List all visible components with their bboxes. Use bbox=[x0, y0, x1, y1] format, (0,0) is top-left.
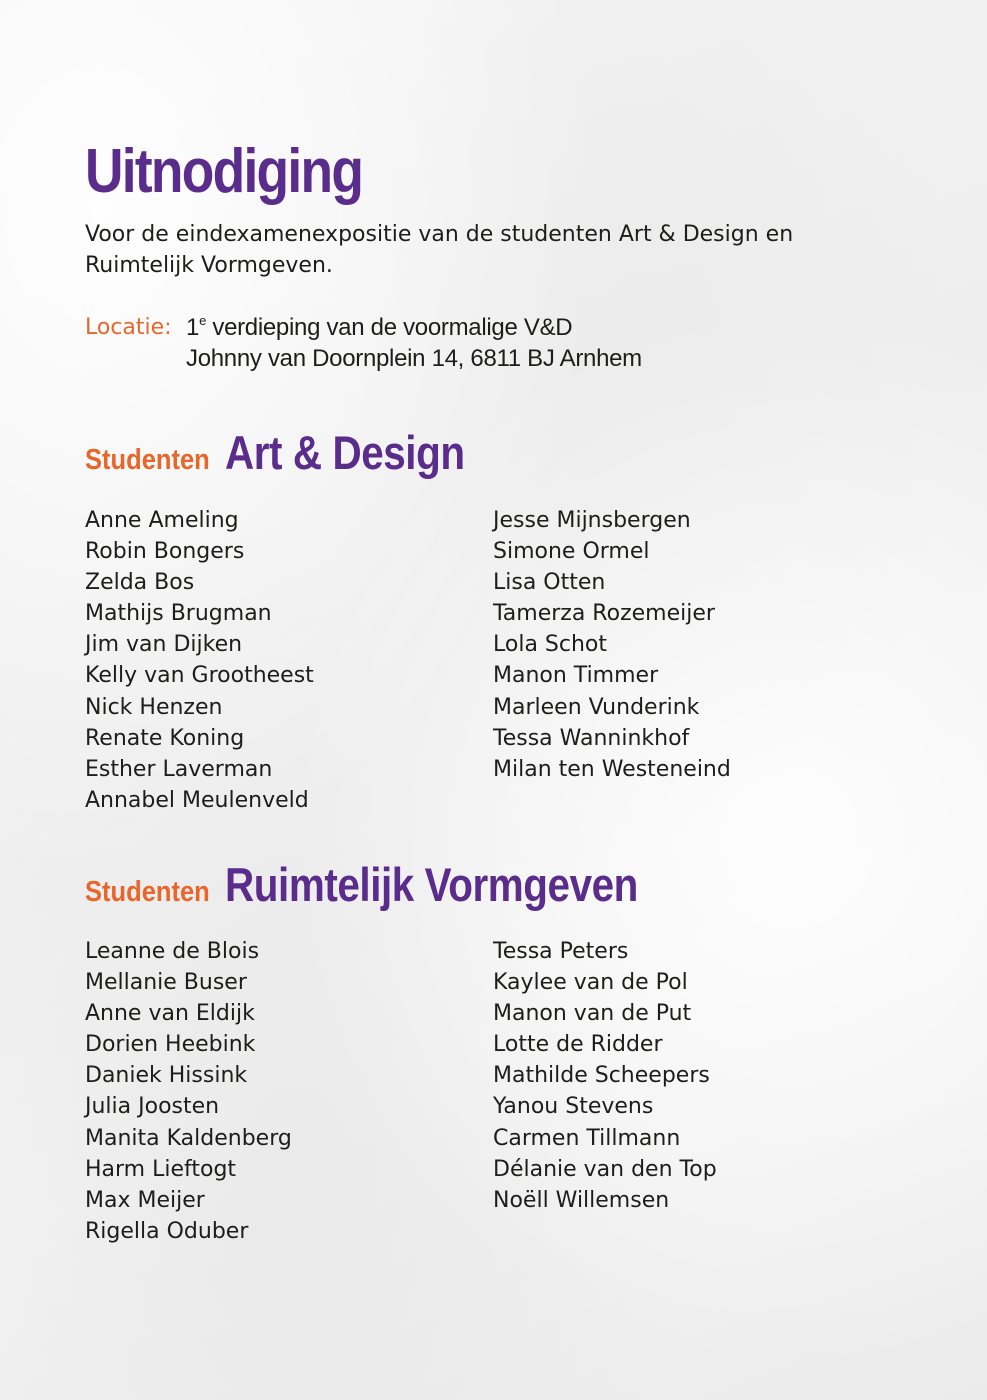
art-design-names-right bbox=[493, 505, 731, 785]
section-prefix: Studenten bbox=[85, 876, 210, 908]
section-heading-ruimtelijk-vormgeven bbox=[85, 857, 706, 912]
floor-number: 1 bbox=[186, 314, 200, 341]
section-title: Ruimtelijk Vormgeven bbox=[225, 858, 639, 911]
floor-superscript: e bbox=[199, 313, 206, 328]
student-name: Robin Bongers bbox=[85, 539, 245, 565]
student-name: Nick Henzen bbox=[85, 694, 223, 720]
student-name: Kelly van Grootheest bbox=[85, 663, 314, 689]
student-name: Lola Schot bbox=[493, 632, 608, 658]
student-name: Julia Joosten bbox=[85, 1094, 220, 1120]
section-title: Art & Design bbox=[225, 426, 466, 479]
student-name: Renate Koning bbox=[85, 725, 245, 751]
student-name: Lisa Otten bbox=[493, 570, 606, 596]
ruimtelijk-names-left bbox=[85, 936, 292, 1247]
student-name: Rigella Oduber bbox=[85, 1218, 249, 1244]
location-label: Locatie: bbox=[85, 315, 172, 340]
student-name: Daniek Hissink bbox=[85, 1063, 248, 1089]
student-name: Milan ten Westeneind bbox=[493, 756, 731, 782]
student-name: Manon van de Put bbox=[493, 1001, 692, 1027]
student-name: Leanne de Blois bbox=[85, 939, 260, 964]
student-name: Kaylee van de Pol bbox=[493, 970, 688, 996]
ruimtelijk-names-right bbox=[493, 936, 717, 1216]
student-name: Esther Laverman bbox=[85, 756, 273, 782]
student-name: Tamerza Rozemeijer bbox=[493, 601, 715, 627]
student-name: Délanie van den Top bbox=[493, 1156, 717, 1182]
student-name: Tessa Peters bbox=[493, 939, 629, 964]
location-address: Johnny van Doornplein 14, 6811 BJ Arnhem bbox=[186, 345, 642, 372]
student-name: Tessa Wanninkhof bbox=[493, 725, 690, 751]
location-line-1 bbox=[186, 312, 572, 343]
art-design-names-left bbox=[85, 505, 314, 816]
student-name: Mathijs Brugman bbox=[85, 601, 272, 627]
student-name: Annabel Meulenveld bbox=[85, 787, 309, 813]
student-name: Carmen Tillmann bbox=[493, 1125, 681, 1151]
student-name: Max Meijer bbox=[85, 1187, 205, 1213]
section-heading-art-design bbox=[85, 425, 504, 480]
student-name: Mellanie Buser bbox=[85, 970, 247, 996]
floor-description: verdieping van de voormalige V&D bbox=[206, 314, 573, 341]
student-name: Anne Ameling bbox=[85, 508, 239, 533]
student-name: Manon Timmer bbox=[493, 663, 659, 689]
student-name: Harm Lieftogt bbox=[85, 1156, 237, 1182]
student-name: Lotte de Ridder bbox=[493, 1032, 663, 1058]
student-name: Jim van Dijken bbox=[85, 632, 243, 658]
student-name: Dorien Heebink bbox=[85, 1032, 256, 1058]
page-title: Uitnodiging bbox=[85, 137, 363, 206]
intro-text: Voor de eindexamenexpositie van de studenten Art & Design en Ruimtelijk Vormgeven. bbox=[85, 222, 794, 278]
section-prefix: Studenten bbox=[85, 444, 210, 476]
student-name: Zelda Bos bbox=[85, 570, 195, 596]
student-name: Manita Kaldenberg bbox=[85, 1125, 292, 1151]
student-name: Anne van Eldijk bbox=[85, 1001, 255, 1027]
student-name: Noëll Willemsen bbox=[493, 1187, 670, 1213]
student-name: Jesse Mijnsbergen bbox=[493, 508, 691, 533]
student-name: Simone Ormel bbox=[493, 539, 650, 565]
student-name: Mathilde Scheepers bbox=[493, 1063, 710, 1089]
student-name: Yanou Stevens bbox=[493, 1094, 654, 1120]
student-name: Marleen Vunderink bbox=[493, 694, 700, 720]
